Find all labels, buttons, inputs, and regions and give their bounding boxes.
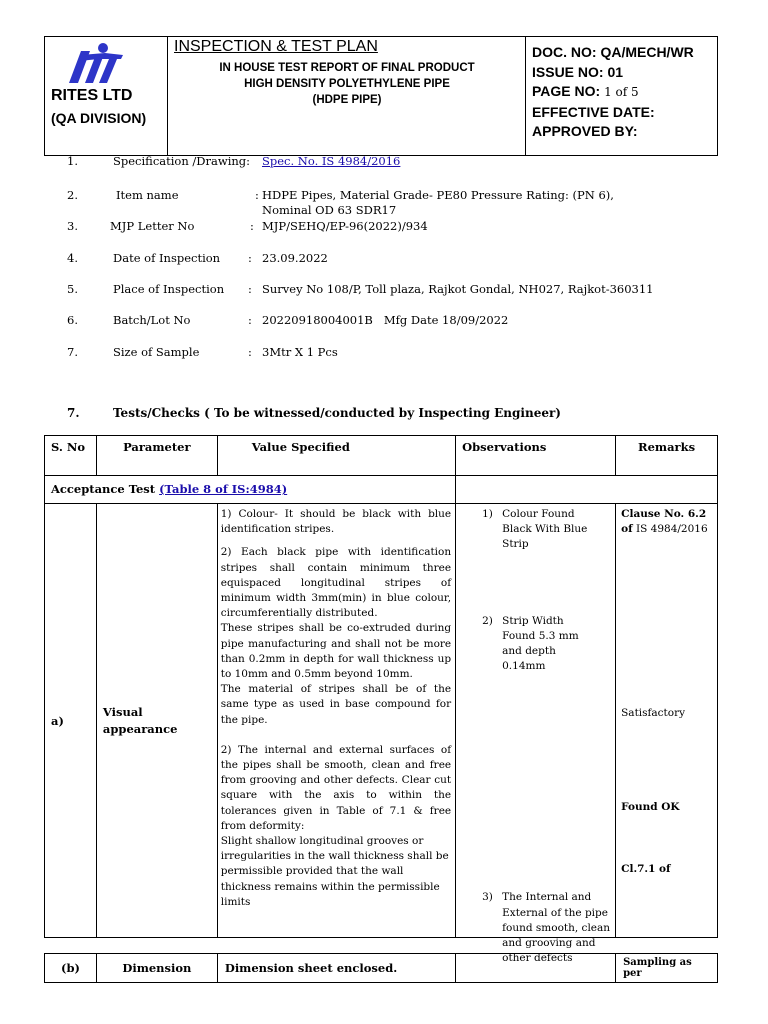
observation-text: Strip Width Found 5.3 mm and depth 0.14mm: [502, 614, 579, 673]
approved-by: APPROVED BY:: [532, 123, 638, 139]
issue-number: ISSUE NO: 01: [532, 63, 624, 80]
rites-logo-icon: [59, 41, 129, 85]
spec-paragraph: The material of stripes shall be of the same type as used in base compound for the pipe.: [220, 683, 452, 726]
item-number: 7.: [67, 345, 78, 359]
title-cell: [168, 37, 526, 155]
item-number: 2.: [67, 188, 78, 202]
item-value: 3Mtr X 1 Pcs: [262, 345, 338, 359]
acceptance-test-row: [45, 476, 718, 504]
observation-number: 1): [482, 508, 493, 520]
remark-clause-bold: Clause No. 6.2 of: [621, 508, 707, 536]
parameter-name: Dimension: [96, 954, 217, 983]
doc-number: DOC. NO: QA/MECH/WR: [532, 44, 694, 60]
effective-date: EFFECTIVE DATE:: [532, 103, 655, 120]
specification-link[interactable]: Spec. No. IS 4984/2016: [262, 154, 401, 168]
item-label: Item name: [116, 188, 179, 202]
remark-found-ok: Found OK: [621, 801, 680, 813]
item-value: 20220918004001B Mfg Date 18/09/2022: [262, 313, 509, 327]
remarks-cell: [616, 504, 718, 938]
subtitle-line: HIGH DENSITY POLYETHYLENE PIPE: [244, 78, 450, 90]
dimension-table: [44, 953, 718, 983]
table-reference-link[interactable]: (Table 8 of IS:4984): [159, 482, 288, 496]
colon-separator: :: [248, 313, 252, 327]
spec-paragraph: 1) Colour- It should be black with blue identification stripes.: [220, 508, 452, 536]
division-name: (QA DIVISION): [51, 110, 147, 126]
item-label: Place of Inspection: [113, 282, 225, 296]
remark-clause-rest: IS 4984/2016: [632, 523, 708, 536]
observations-cell: [456, 504, 616, 965]
column-header: S. No: [45, 436, 97, 476]
parameter-name-line2: appearance: [102, 721, 178, 736]
spec-paragraph: 2) The internal and external surfaces of the pipes shall be smooth, clean and free from grooving and other defects. Clear cut square with the axis to within the tolerances given in Table of 7.1 & free from deformity:: [220, 743, 452, 832]
colon-separator: :: [248, 282, 252, 296]
document-header: [44, 36, 718, 156]
item-label: Batch/Lot No: [113, 313, 191, 327]
observation-number: 3): [482, 891, 493, 904]
remark-clause: [621, 507, 717, 537]
observation-item: [456, 614, 598, 675]
serial-number: (b): [45, 954, 97, 983]
column-header: Observations: [456, 436, 616, 476]
item-value: Survey No 108/P, Toll plaza, Rajkot Gondal, NH027, Rajkot-360311: [262, 282, 654, 296]
value-specified: Dimension sheet enclosed.: [217, 954, 456, 983]
subtitle-line: IN HOUSE TEST REPORT OF FINAL PRODUCT: [219, 62, 475, 74]
subtitle-line: (HDPE PIPE): [312, 94, 382, 106]
observation-text: Colour Found Black With Blue Strip: [502, 508, 588, 551]
column-header: Value Specified: [217, 436, 455, 476]
item-label: Size of Sample: [113, 345, 200, 359]
tests-table: [44, 435, 718, 965]
item-label: Date of Inspection: [113, 251, 221, 265]
value-specified-cell: [217, 504, 455, 938]
colon-separator: :: [250, 219, 254, 233]
empty-cell: [456, 476, 718, 504]
table-header-row: [45, 436, 718, 476]
item-label: Specification /Drawing:: [113, 154, 251, 168]
serial-number: a): [45, 504, 97, 938]
spec-paragraph: 2) Each black pipe with identification stripes shall contain minimum three equispaced longitudinal stripes of minimum width 3mm(min) in blue colour, circumferentially distributed.: [220, 546, 452, 620]
company-name: RITES LTD: [51, 87, 133, 104]
document-subtitle: [168, 60, 526, 108]
acceptance-test-cell: [45, 476, 456, 504]
observation-item: [456, 507, 606, 553]
section-title: Tests/Checks ( To be witnessed/conducted by Inspecting Engineer): [113, 406, 561, 420]
colon-separator: :: [248, 345, 252, 359]
section-number: 7.: [67, 406, 80, 420]
item-value-line2: Nominal OD 63 SDR17: [262, 203, 397, 217]
logo-cell: [45, 37, 168, 155]
item-value: MJP/SEHQ/EP-96(2022)/934: [262, 219, 428, 233]
column-header: Remarks: [616, 436, 718, 476]
observation-number: 2): [482, 614, 493, 627]
item-label: MJP Letter No: [110, 219, 195, 233]
remarks: Sampling as per: [616, 954, 718, 983]
observation-text: The Internal and External of the pipe found smooth, clean and grooving and other defects: [502, 891, 611, 965]
spec-paragraph: Slight shallow longitudinal grooves or irregularities in the wall thickness shall be permissible provided that the wall thickness remains within the permissible limits: [220, 835, 449, 908]
page-number: [532, 82, 694, 103]
column-header: Parameter: [96, 436, 217, 476]
item-number: 6.: [67, 313, 78, 327]
item-number: 5.: [67, 282, 78, 296]
table-row: [45, 504, 718, 938]
item-number: 1.: [67, 154, 78, 168]
acceptance-test-label: Acceptance Test: [51, 482, 156, 496]
page-number-label: PAGE NO:: [532, 83, 601, 99]
document-title: INSPECTION & TEST PLAN: [174, 38, 378, 55]
item-number: 4.: [67, 251, 78, 265]
remark-satisfactory: Satisfactory: [621, 707, 686, 719]
item-value: 23.09.2022: [262, 251, 328, 265]
colon-separator: :: [248, 251, 252, 265]
page-number-value: 1 of 5: [604, 85, 639, 99]
remark-clause-7-1: Cl.7.1 of: [621, 863, 671, 875]
item-value: HDPE Pipes, Material Grade- PE80 Pressure Rating: (PN 6),: [262, 188, 614, 202]
colon-separator: :: [255, 188, 259, 202]
table-row: [45, 954, 718, 983]
item-number: 3.: [67, 219, 78, 233]
observation: [456, 954, 616, 983]
spec-paragraph: These stripes shall be co-extruded during pipe manufacturing and shall not be more than 0.2mm in depth for wall thickness up to 10mm and 0.5mm beyond 10mm.: [220, 622, 452, 681]
parameter-cell: [96, 504, 217, 938]
parameter-name: Visual: [102, 704, 143, 719]
doc-info-cell: [526, 37, 717, 155]
